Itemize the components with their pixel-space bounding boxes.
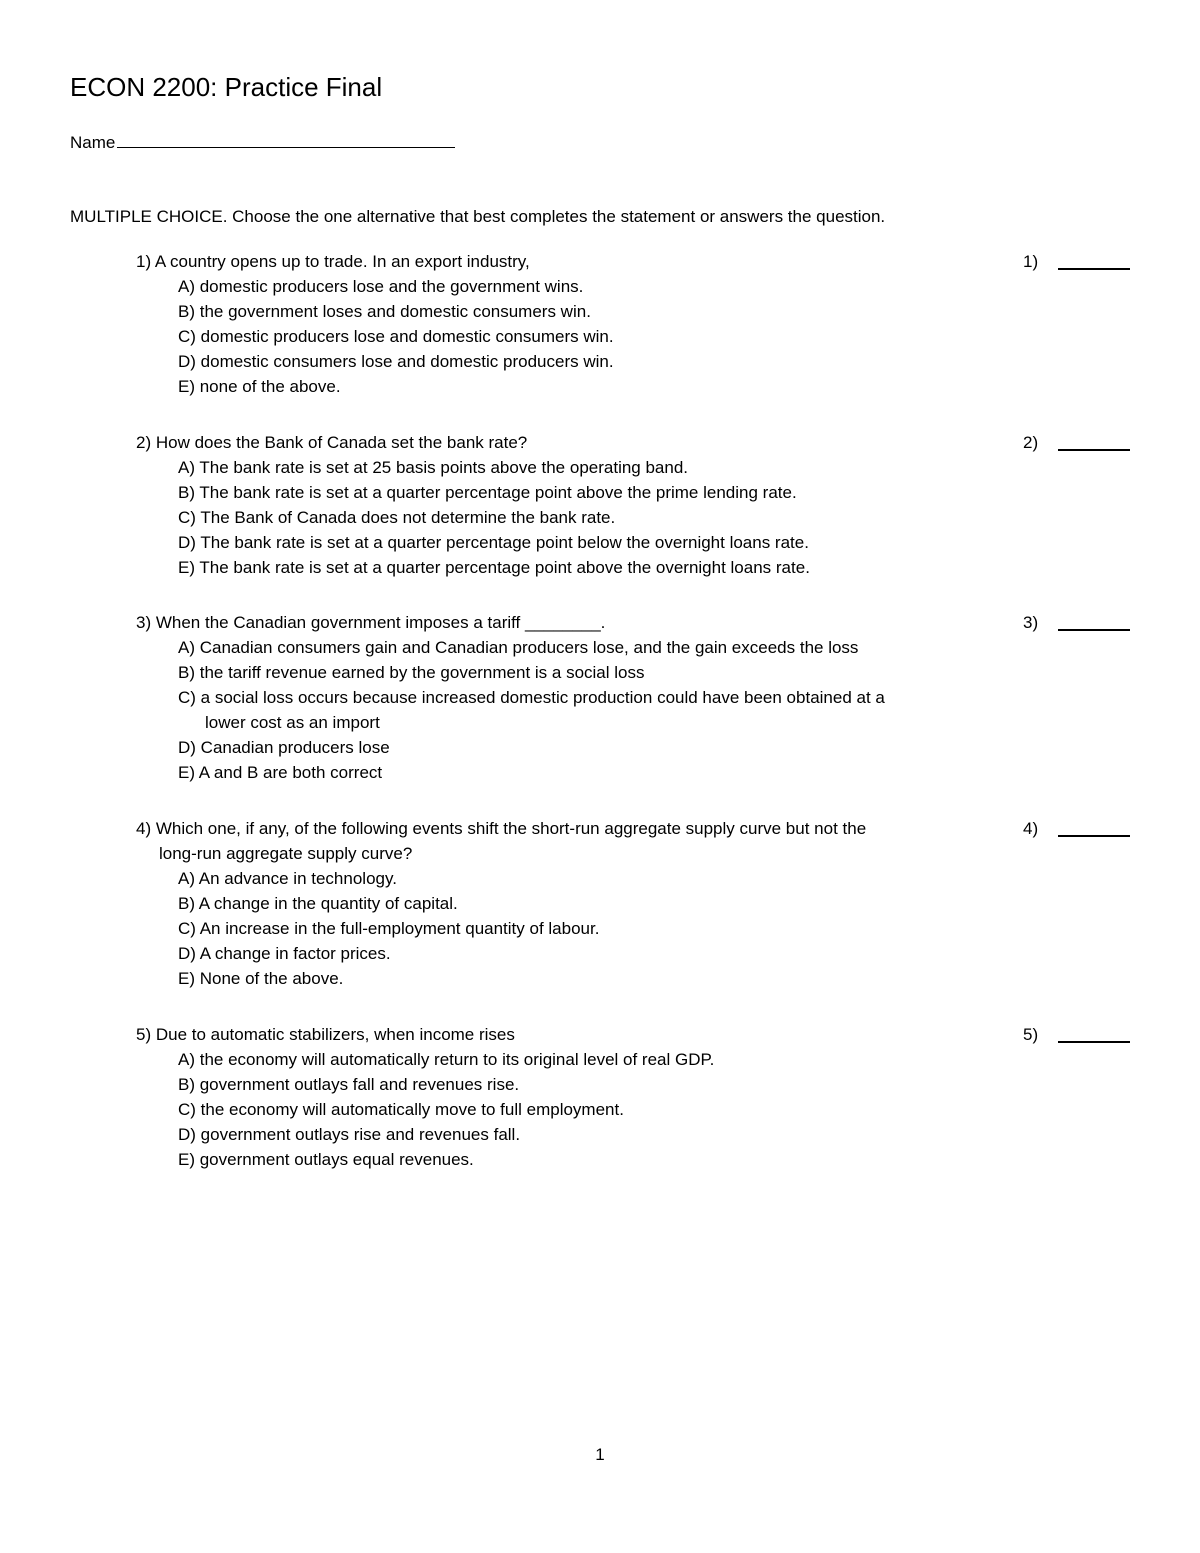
- answer-number: 5): [1023, 1025, 1039, 1044]
- page-number: 1: [595, 1445, 605, 1464]
- answer-option: D) domestic consumers lose and domestic producers win.: [178, 352, 614, 371]
- name-blank: [117, 131, 455, 148]
- answer-option: B) The bank rate is set at a quarter percentage point above the prime lending rate.: [178, 483, 797, 502]
- answer-blank[interactable]: [1058, 1041, 1130, 1043]
- answer-option: B) A change in the quantity of capital.: [178, 894, 458, 913]
- question-stem: 5) Due to automatic stabilizers, when income rises: [136, 1025, 515, 1044]
- name-field: [70, 131, 455, 154]
- answer-option: B) government outlays fall and revenues rise.: [178, 1075, 520, 1094]
- name-label: Name: [70, 133, 116, 152]
- answer-option: C) domestic producers lose and domestic consumers win.: [178, 327, 614, 346]
- answer-number: 3): [1023, 613, 1039, 632]
- answer-option: D) The bank rate is set at a quarter percentage point below the overnight loans rate.: [178, 533, 809, 552]
- page-title: ECON 2200: Practice Final: [70, 72, 383, 102]
- answer-number: 4): [1023, 819, 1039, 838]
- question-stem: long-run aggregate supply curve?: [159, 844, 413, 863]
- question-stem: 1) A country opens up to trade. In an export industry,: [136, 252, 530, 271]
- answer-option: B) the tariff revenue earned by the government is a social loss: [178, 663, 645, 682]
- answer-number: 2): [1023, 433, 1039, 452]
- answer-option: C) the economy will automatically move to full employment.: [178, 1100, 624, 1119]
- answer-number: 1): [1023, 252, 1039, 271]
- answer-blank[interactable]: [1058, 835, 1130, 837]
- answer-option: C) a social loss occurs because increased domestic production could have been obtained at a: [178, 688, 885, 707]
- answer-option: D) A change in factor prices.: [178, 944, 391, 963]
- question-stem: 4) Which one, if any, of the following events shift the short-run aggregate supply curve but not the: [136, 819, 867, 838]
- answer-blank[interactable]: [1058, 629, 1130, 631]
- answer-blank[interactable]: [1058, 268, 1130, 270]
- answer-option: D) government outlays rise and revenues fall.: [178, 1125, 521, 1144]
- answer-option: lower cost as an import: [205, 713, 380, 732]
- answer-option: A) the economy will automatically return to its original level of real GDP.: [178, 1050, 715, 1069]
- answer-option: E) A and B are both correct: [178, 763, 383, 782]
- answer-option: A) An advance in technology.: [178, 869, 397, 888]
- answer-option: A) domestic producers lose and the government wins.: [178, 277, 584, 296]
- answer-option: A) The bank rate is set at 25 basis points above the operating band.: [178, 458, 689, 477]
- answer-option: E) The bank rate is set at a quarter percentage point above the overnight loans rate.: [178, 558, 810, 577]
- answer-option: B) the government loses and domestic consumers win.: [178, 302, 591, 321]
- answer-option: E) government outlays equal revenues.: [178, 1150, 474, 1169]
- answer-blank[interactable]: [1058, 449, 1130, 451]
- section-instructions: MULTIPLE CHOICE. Choose the one alternative that best completes the statement or answers the question.: [70, 207, 886, 226]
- answer-option: D) Canadian producers lose: [178, 738, 390, 757]
- answer-option: C) An increase in the full-employment quantity of labour.: [178, 919, 600, 938]
- question-stem: 2) How does the Bank of Canada set the bank rate?: [136, 433, 528, 452]
- answer-option: A) Canadian consumers gain and Canadian producers lose, and the gain exceeds the loss: [178, 638, 859, 657]
- answer-option: E) None of the above.: [178, 969, 344, 988]
- question-stem: 3) When the Canadian government imposes a tariff ________.: [136, 613, 606, 632]
- answer-option: C) The Bank of Canada does not determine the bank rate.: [178, 508, 616, 527]
- answer-option: E) none of the above.: [178, 377, 341, 396]
